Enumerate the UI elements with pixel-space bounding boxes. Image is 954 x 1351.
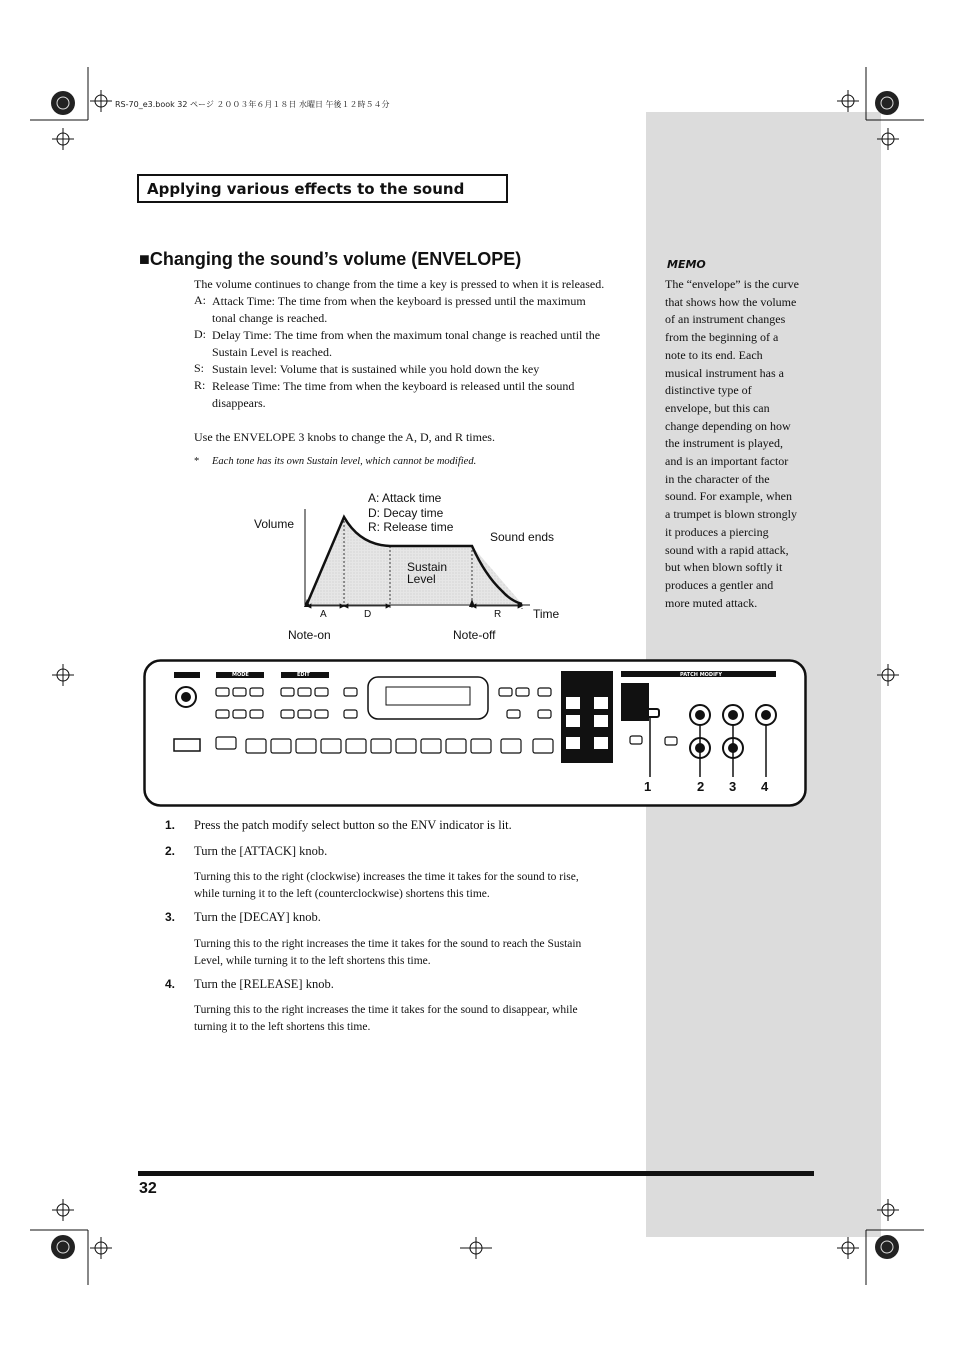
def-text-d1: Delay Time: The time from when the maximum tonal change is reached until the: [212, 328, 601, 342]
section-title: Applying various effects to the sound: [147, 180, 465, 198]
note-on-label: Note-on: [288, 628, 331, 642]
memo-line: a trumpet is blown strongly: [665, 507, 797, 522]
memo-line: envelope, but this can: [665, 400, 770, 415]
step-description: Level, while turning it to the left shortens this time.: [194, 955, 431, 967]
memo-line: sound. For example, when: [665, 489, 792, 504]
sustain-label-line2: Level: [407, 572, 436, 586]
sustain-level-label: [407, 561, 447, 585]
memo-line: more muted attack.: [665, 595, 758, 610]
def-text-s1: Sustain level: Volume that is sustained while you hold down the key: [212, 362, 540, 376]
sustain-label-line1: Sustain: [407, 560, 448, 574]
use-knobs-text: Use the ENVELOPE 3 knobs to change the A, D, and R times.: [194, 430, 495, 444]
def-text-r1: Release Time: The time from when the keyboard is released until the sound: [212, 379, 575, 393]
step-number: 3.: [165, 910, 176, 924]
step-text: Turn the [DECAY] knob.: [194, 910, 321, 924]
def-key-d: D:: [194, 327, 206, 341]
note-asterisk: *: [194, 456, 200, 467]
memo-text: [665, 276, 815, 612]
def-text-a2: tonal change is reached.: [212, 311, 328, 325]
step-description: turning it to the left shortens this time.: [194, 1021, 371, 1033]
step-description: while turning it to the left (counterclockwise) shortens this time.: [194, 888, 490, 900]
legend-release: R: Release time: [368, 520, 454, 534]
step-description: Turning this to the right increases the time it takes for the sound to reach the Sustain: [194, 938, 582, 950]
sustain-note: Each tone has its own Sustain level, which cannot be modified.: [212, 456, 477, 467]
panel-patch-modify-label: PATCH MODIFY: [680, 672, 722, 678]
footer-rule: [138, 1171, 814, 1176]
step-number: 2.: [165, 844, 176, 858]
memo-line: from the beginning of a: [665, 330, 779, 345]
step-number: 1.: [165, 818, 176, 832]
diagram-legend: [368, 491, 453, 535]
note-off-label: Note-off: [453, 628, 496, 642]
def-text-d2: Sustain Level is reached.: [212, 345, 332, 359]
step-description: Turning this to the right (clockwise) increases the time it takes for the sound to rise,: [194, 871, 579, 883]
memo-line: in the character of the: [665, 471, 770, 486]
memo-line: and is an important factor: [665, 454, 789, 469]
memo-line: produces a gentler and: [665, 577, 774, 592]
memo-line: sound with a rapid attack,: [665, 542, 789, 557]
def-text-a1: Attack Time: The time from when the keyboard is pressed until the maximum: [212, 294, 586, 308]
segment-r-label: R: [494, 609, 502, 620]
memo-line: the instrument is played,: [665, 436, 783, 451]
memo-logo: MEMO: [667, 258, 706, 271]
memo-line: distinctive type of: [665, 383, 752, 398]
def-text-r2: disappears.: [212, 396, 266, 410]
front-panel-illustration: [143, 659, 807, 809]
memo-line: that shows how the volume: [665, 294, 797, 309]
legend-decay: D: Decay time: [368, 505, 444, 520]
section-title-box: [137, 174, 508, 203]
def-key-a: A:: [194, 293, 206, 307]
def-key-s: S:: [194, 361, 205, 375]
callout-2: 2: [697, 779, 705, 794]
file-info-header: RS-70_e3.book 32 ページ ２００３年６月１８日 水曜日 午後１２時５４分: [115, 100, 390, 109]
panel-volume-label: VOLUME: [175, 672, 199, 678]
step-description: Turning this to the right increases the time it takes for the sound to disappear, while: [194, 1004, 578, 1016]
memo-line: note to its end. Each: [665, 347, 763, 362]
volume-label: Volume: [254, 517, 295, 531]
memo-line: musical instrument has a: [665, 365, 784, 380]
callout-4: 4: [761, 779, 769, 794]
page-heading: ■Changing the sound’s volume (ENVELOPE): [139, 249, 522, 269]
step-text: Press the patch modify select button so the ENV indicator is lit.: [194, 818, 512, 832]
memo-line: The “envelope” is the curve: [665, 277, 799, 291]
segment-d-label: D: [364, 609, 372, 620]
legend-attack: A: Attack time: [368, 491, 442, 505]
segment-a-label: A: [320, 609, 327, 620]
callout-3: 3: [729, 779, 737, 794]
step-text: Turn the [ATTACK] knob.: [194, 844, 328, 858]
sound-ends-label: Sound ends: [490, 530, 555, 544]
memo-line: but when blown softly it: [665, 560, 783, 575]
callout-1: 1: [644, 779, 652, 794]
panel-mode-label: MODE: [232, 672, 249, 678]
page-number: 32: [139, 1180, 157, 1197]
memo-line: it produces a piercing: [665, 524, 769, 539]
memo-line: change depending on how: [665, 418, 791, 433]
intro-text: The volume continues to change from the time a key is pressed to when it is released.: [194, 277, 605, 291]
time-label: Time: [533, 607, 560, 621]
step-number: 4.: [165, 977, 176, 991]
step-text: Turn the [RELEASE] knob.: [194, 977, 334, 991]
panel-edit-label: EDIT: [297, 672, 310, 678]
def-key-r: R:: [194, 378, 206, 392]
memo-line: of an instrument changes: [665, 312, 786, 327]
